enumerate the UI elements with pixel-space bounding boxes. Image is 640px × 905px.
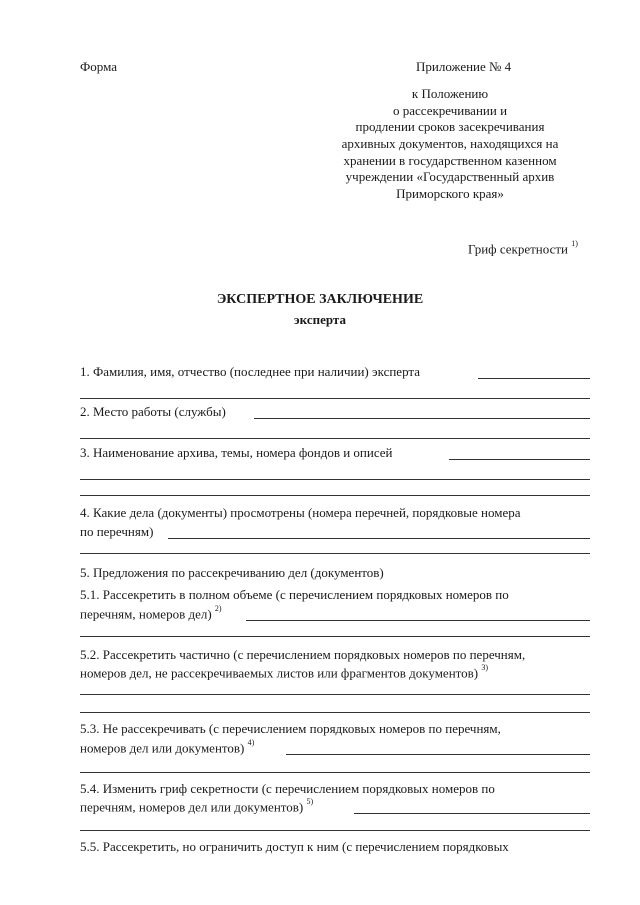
footnote-ref: 1): [571, 239, 578, 248]
footnote-ref: 3): [481, 663, 489, 672]
item-5-2-fill-line-2[interactable]: [80, 712, 590, 713]
item-3-fill-line[interactable]: [449, 459, 590, 460]
item-5-3-text: номеров дел или документов): [80, 740, 245, 756]
item-5-3-label-line-2: [80, 738, 255, 756]
secrecy-text: Гриф секретности: [468, 241, 568, 257]
item-3-label: 3. Наименование архива, темы, номера фондов и описей: [80, 445, 393, 460]
appendix-number: Приложение № 4: [416, 59, 512, 74]
item-5-1-fill-line[interactable]: [246, 620, 590, 621]
item-3-fill-line-3[interactable]: [80, 495, 590, 496]
item-5-4-fill-line-2[interactable]: [80, 830, 590, 831]
regulation-line: продлении сроков засекречивания: [355, 119, 545, 135]
item-5-2-label-line-2: [80, 663, 489, 681]
item-2-fill-line-2[interactable]: [80, 438, 590, 439]
item-2-fill-line[interactable]: [254, 418, 590, 419]
secrecy-stamp-label: [468, 239, 578, 257]
footnote-ref: 5): [306, 797, 314, 806]
item-5-1-label-line-2: [80, 604, 222, 622]
document-title: ЭКСПЕРТНОЕ ЗАКЛЮЧЕНИЕ: [216, 292, 424, 307]
item-3-fill-line-2[interactable]: [80, 479, 590, 480]
item-5-2-label-line-1: 5.2. Рассекретить частично (с перечислением порядковых номеров по перечням,: [80, 647, 526, 662]
regulation-line: к Положению: [411, 86, 489, 101]
item-5-heading: 5. Предложения по рассекречиванию дел (документов): [80, 565, 384, 580]
footnote-ref: 4): [247, 738, 255, 747]
regulation-line: о рассекречивании и: [392, 102, 508, 118]
regulation-reference: [300, 86, 600, 202]
item-5-4-label-line-2: [80, 797, 314, 815]
item-5-4-fill-line[interactable]: [354, 813, 590, 814]
footnote-ref: 2): [214, 604, 222, 613]
item-5-3-label-line-1: 5.3. Не рассекречивать (с перечислением порядковых номеров по перечням,: [80, 721, 501, 736]
item-5-4-label-line-1: 5.4. Изменить гриф секретности (с перечислением порядковых номеров по: [80, 781, 495, 796]
item-5-4-text: перечням, номеров дел или документов): [80, 799, 304, 815]
item-5-1-label-line-1: 5.1. Рассекретить в полном объеме (с перечислением порядковых номеров по: [80, 587, 509, 602]
item-4-fill-line[interactable]: [168, 538, 590, 539]
regulation-line: архивных документов, находящихся на: [341, 135, 559, 151]
regulation-line: учреждении «Государственный архив: [345, 169, 555, 185]
regulation-line: хранении в государственном казенном: [343, 152, 557, 168]
item-2-label: 2. Место работы (службы): [80, 404, 226, 419]
item-1-fill-line[interactable]: [478, 378, 590, 379]
item-1-label: 1. Фамилия, имя, отчество (последнее при наличии) эксперта: [80, 364, 421, 379]
item-4-fill-line-2[interactable]: [80, 553, 590, 554]
document-subtitle: эксперта: [294, 312, 346, 327]
regulation-line: Приморского края»: [396, 185, 504, 201]
item-4-label-line-2: по перечням): [80, 524, 154, 539]
item-5-5-label-line-1: 5.5. Рассекретить, но ограничить доступ к ним (с перечислением порядковых: [80, 839, 509, 854]
form-label: Форма: [80, 59, 117, 74]
item-5-3-fill-line-2[interactable]: [80, 772, 590, 773]
item-5-1-text: перечням, номеров дел): [80, 606, 212, 622]
item-5-2-fill-line[interactable]: [80, 694, 590, 695]
item-5-2-text: номеров дел, не рассекречиваемых листов или фрагментов документов): [80, 665, 479, 681]
item-4-label-line-1: 4. Какие дела (документы) просмотрены (номера перечней, порядковые номера: [80, 505, 521, 520]
item-5-1-fill-line-2[interactable]: [80, 636, 590, 637]
item-1-fill-line-2[interactable]: [80, 398, 590, 399]
item-5-3-fill-line[interactable]: [286, 754, 590, 755]
